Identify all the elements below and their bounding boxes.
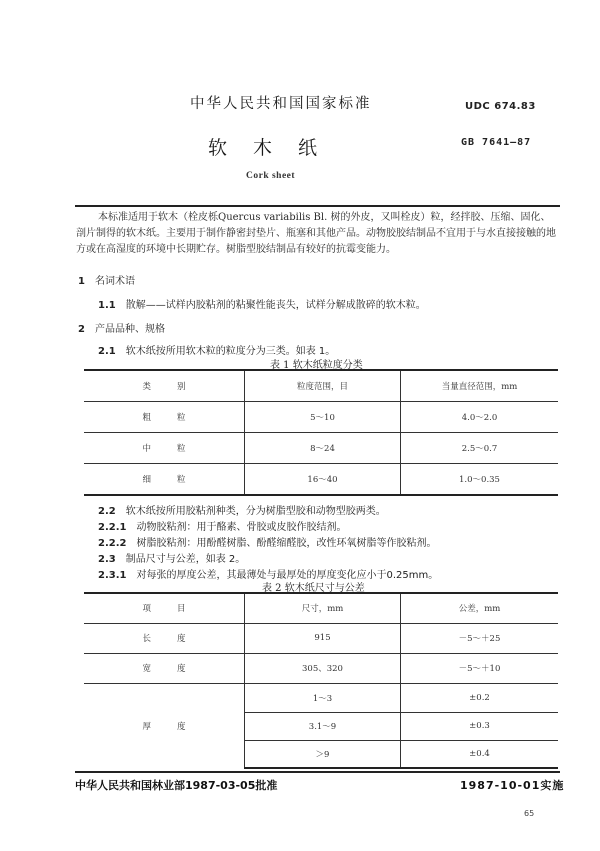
- cell-diameter-range: 1.0～0.35: [401, 463, 559, 495]
- table-row: [84, 653, 558, 683]
- cell-size: 915: [245, 623, 401, 653]
- udc-code: UDC 674.83: [465, 101, 536, 112]
- header-size: 尺寸，mm: [245, 593, 401, 623]
- cell-size: ＞9: [245, 740, 401, 768]
- section-heading: 产品品种、规格: [94, 324, 165, 335]
- section-text: 对每张的厚度公差，其最薄处与最厚处的厚度变化应小于0.25mm。: [136, 570, 439, 581]
- section-text: 软木纸按所用胶粘剂种类，分为树脂型胶和动物型胶两类。: [125, 506, 386, 517]
- table2-caption: 表 2 软木纸尺寸与公差: [262, 583, 365, 594]
- cell-tolerance: －5～＋25: [401, 623, 559, 653]
- cell-size: 1～3: [245, 683, 401, 712]
- section-number: 2.2.2: [98, 538, 127, 549]
- section-1-1: [98, 296, 426, 311]
- cell-item: 长度: [142, 634, 212, 644]
- section-heading: 名词术语: [94, 276, 135, 287]
- cell-item: 宽度: [142, 664, 212, 674]
- effective-date: 1987-10-01实施: [460, 779, 565, 792]
- cell-grain-range: 16～40: [245, 463, 401, 495]
- document-title: 软木纸: [208, 137, 344, 159]
- table-header-row: [84, 370, 558, 401]
- section-2: [78, 320, 165, 335]
- table-row: [84, 463, 558, 495]
- section-1: [78, 272, 135, 287]
- table-row: [84, 683, 558, 712]
- section-number: 2.1: [98, 346, 116, 357]
- section-text: 树脂胶粘剂：用酚醛树脂、酚醛缩醛胶，改性环氧树脂等作胶粘剂。: [136, 538, 437, 549]
- header-tolerance: 公差，mm: [401, 593, 559, 623]
- section-2-2: [98, 502, 386, 517]
- section-number: 1: [78, 276, 85, 287]
- section-number: 2.3: [98, 554, 116, 565]
- header-grain-range: 粒度范围，目: [245, 370, 401, 401]
- table-row: [84, 432, 558, 463]
- section-number: 2: [78, 324, 85, 335]
- header-category: 类别: [142, 381, 212, 392]
- section-number: 2.2.1: [98, 522, 127, 533]
- approval-date: 中华人民共和国林业部1987-03-05批准: [75, 779, 278, 792]
- table1-caption: 表 1 软木纸粒度分类: [270, 360, 363, 371]
- cell-diameter-range: 4.0～2.0: [401, 401, 559, 432]
- cell-diameter-range: 2.5～0.7: [401, 432, 559, 463]
- section-text: 动物胶粘剂：用于酪素、骨胶或皮胶作胶结剂。: [136, 522, 347, 533]
- cell-size: 3.1～9: [245, 712, 401, 740]
- standard-org-heading: 中华人民共和国国家标准: [190, 96, 372, 112]
- section-number: 1.1: [98, 300, 116, 311]
- section-2-1: [98, 342, 335, 357]
- section-text: 软木纸按所用软木粒的粒度分为三类。如表 1。: [125, 346, 336, 357]
- cell-tolerance: ±0.3: [401, 712, 559, 740]
- header-item: 项目: [142, 604, 212, 615]
- grain-size-table: [84, 369, 558, 496]
- section-2-2-1: [98, 518, 346, 533]
- table-row: [84, 623, 558, 653]
- footer-divider: [75, 771, 560, 773]
- cell-grain-range: 5～10: [245, 401, 401, 432]
- cell-category: 中粒: [142, 443, 212, 454]
- cell-item-thickness: 厚度: [142, 721, 212, 732]
- section-2-2-2: [98, 534, 436, 549]
- intro-text: 本标准适用于软木（栓皮栎Quercus variabilis Bl. 树的外皮，又叫栓皮）粒，经拌胶、压缩、固化、剖片制得的软木纸。主要用于制作静密封垫片、瓶塞和其他产品。动物胶胶结制品不宜用于与水直接接触的地方或在高湿度的环境中长期贮存。树脂型胶结制品有较好的抗霉变能力。: [76, 212, 556, 255]
- cell-tolerance: －5～＋10: [401, 653, 559, 683]
- section-text: 散解——试样内胶粘剂的粘聚性能丧失，试样分解成散碎的软木粒。: [125, 300, 426, 311]
- section-2-3: [98, 550, 245, 565]
- cell-tolerance: ±0.2: [401, 683, 559, 712]
- section-text: 制品尺寸与公差，如表 2。: [125, 554, 246, 565]
- cell-tolerance: ±0.4: [401, 740, 559, 768]
- header-diameter-range: 当量直径范围，mm: [401, 370, 559, 401]
- page-number: 65: [524, 809, 535, 818]
- table-row: [84, 401, 558, 432]
- section-number: 2.3.1: [98, 570, 127, 581]
- header-divider: [75, 205, 560, 207]
- cell-category: 粗粒: [142, 412, 212, 423]
- section-number: 2.2: [98, 506, 116, 517]
- intro-paragraph: [76, 210, 560, 258]
- table-header-row: [84, 593, 558, 623]
- standard-number: GB 7641—87: [461, 137, 532, 148]
- dimensions-tolerance-table: [84, 592, 558, 769]
- cell-size: 305、320: [245, 653, 401, 683]
- cell-grain-range: 8～24: [245, 432, 401, 463]
- english-title: Cork sheet: [246, 171, 296, 181]
- cell-category: 细粒: [142, 474, 212, 485]
